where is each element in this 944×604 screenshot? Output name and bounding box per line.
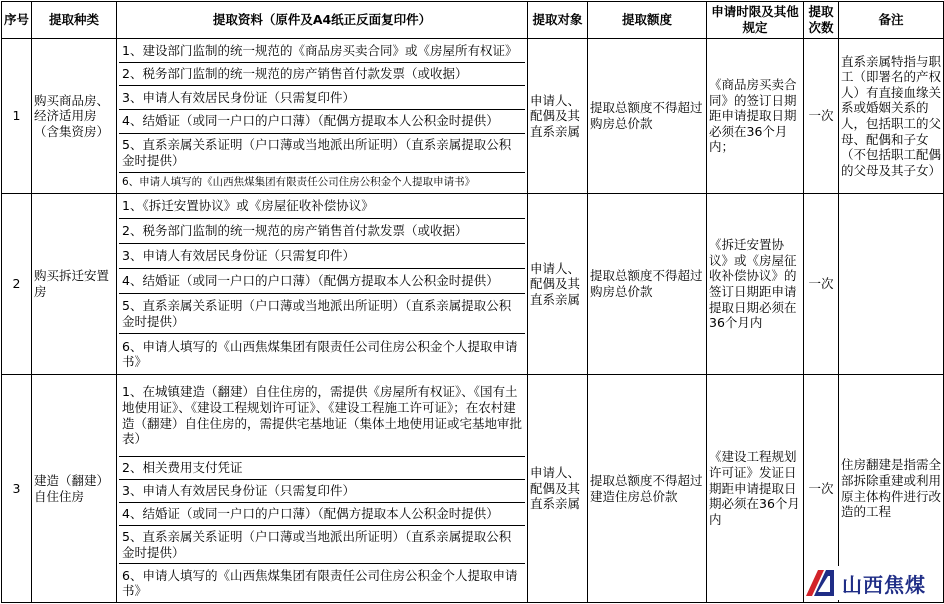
- material-item: 3、申请人有效居民身份证（只需复印件）: [119, 244, 525, 269]
- row-times: 一次: [804, 39, 839, 194]
- withdrawal-table: [1, 1, 944, 603]
- table-row: [2, 194, 944, 375]
- row-kind: 购买商品房、经济适用房（含集资房）: [32, 39, 117, 194]
- material-item: 6、申请人填写的《山西焦煤集团有限责任公司住房公积金个人提取申请书》: [122, 567, 518, 599]
- material-item: 2、税务部门监制的统一规范的房产销售首付款发票（或收据）: [119, 63, 525, 87]
- row-times: 一次: [804, 375, 839, 603]
- row-kind: 建造（翻建）自住住房: [32, 375, 117, 603]
- logo-text: 山西焦煤: [842, 572, 926, 597]
- header-time: 申请时限及其他规定: [707, 2, 804, 39]
- row-target: 申请人、配偶及其直系亲属: [528, 194, 588, 375]
- header-row: [2, 2, 944, 39]
- row-time: 《建设工程规划许可证》发证日期距申请提取日期必须在36个月内: [707, 375, 804, 603]
- header-remark: 备注: [839, 2, 944, 39]
- header-target: 提取对象: [528, 2, 588, 39]
- material-item: 5、直系亲属关系证明（户口薄或当地派出所证明）（直系亲属提取公积金时提供）: [119, 134, 525, 173]
- header-times: 提取次数: [804, 2, 839, 39]
- row-times: 一次: [804, 194, 839, 375]
- row-amount: 提取总额度不得超过购房总价款: [588, 194, 707, 375]
- row-materials: [117, 375, 528, 603]
- header-amount: 提取额度: [588, 2, 707, 39]
- row-materials: [117, 39, 528, 194]
- row-target: 申请人、配偶及其直系亲属: [528, 39, 588, 194]
- header-kind: 提取种类: [32, 2, 117, 39]
- row-time: 《商品房买卖合同》的签订日期距申请提取日期必须在36个月内；: [707, 39, 804, 194]
- row-kind: 购买拆迁安置房: [32, 194, 117, 375]
- material-item: 6、申请人填写的《山西焦煤集团有限责任公司住房公积金个人提取申请书》: [122, 176, 476, 189]
- row-no: 1: [2, 39, 32, 194]
- material-item: 3、申请人有效居民身份证（只需复印件）: [119, 86, 525, 110]
- header-materials: 提取资料（原件及A4纸正反面复印件）: [117, 2, 528, 39]
- row-target: 申请人、配偶及其直系亲属: [528, 375, 588, 603]
- material-item: 5、直系亲属关系证明（户口薄或当地派出所证明）（直系亲属提取公积金时提供）: [119, 526, 525, 565]
- row-no: 3: [2, 375, 32, 603]
- shanxi-coking-coal-logo-icon: [804, 568, 836, 598]
- material-item: 1、《拆迁安置协议》或《房屋征收补偿协议》: [119, 194, 525, 219]
- row-remark: 直系亲属特指与职工（即署名的产权人）有直接血缘关系或婚姻关系的人，包括职工的父母、配偶和子女（不包括职工配偶的父母及其子女）: [839, 39, 944, 194]
- material-item: 2、税务部门监制的统一规范的房产销售首付款发票（或收据）: [119, 219, 525, 244]
- row-amount: 提取总额度不得超过购房总价款: [588, 39, 707, 194]
- table-row: [2, 39, 944, 194]
- material-item: 1、在城镇建造（翻建）自住住房的，需提供《房屋所有权证》、《国有土地使用证》、《建设工程规划许可证》、《建设工程施工许可证》；在农村建造（翻建）自住住房的，需提供宅基地证（集体土地使用证或宅基地审批表）: [119, 375, 525, 457]
- row-remark: 住房翻建是指需全部拆除重建或利用原主体构件进行改造的工程: [839, 375, 944, 603]
- row-no: 2: [2, 194, 32, 375]
- row-remark: [839, 194, 944, 375]
- header-no: 序号: [2, 2, 32, 39]
- material-item: 4、结婚证（或同一户口的户口薄）（配偶方提取本人公积金时提供）: [119, 269, 525, 294]
- material-item: 3、申请人有效居民身份证（只需复印件）: [119, 480, 525, 503]
- material-item: 4、结婚证（或同一户口的户口薄）（配偶方提取本人公积金时提供）: [119, 503, 525, 526]
- table-row: [2, 375, 944, 603]
- material-item: 1、建设部门监制的统一规范的《商品房买卖合同》或《房屋所有权证》: [119, 39, 525, 63]
- material-item: 4、结婚证（或同一户口的户口薄）（配偶方提取本人公积金时提供）: [119, 110, 525, 134]
- row-materials: [117, 194, 528, 375]
- row-time: 《拆迁安置协议》或《房屋征收补偿协议》的签订日期距申请提取日期必须在36个月内: [707, 194, 804, 375]
- row-amount: 提取总额度不得超过建造住房总价款: [588, 375, 707, 603]
- company-logo: [804, 566, 928, 600]
- material-item: 2、相关费用支付凭证: [119, 457, 525, 480]
- material-item: 5、直系亲属关系证明（户口薄或当地派出所证明）（直系亲属提取公积金时提供）: [119, 294, 525, 335]
- material-item: 6、申请人填写的《山西焦煤集团有限责任公司住房公积金个人提取申请书》: [122, 338, 518, 370]
